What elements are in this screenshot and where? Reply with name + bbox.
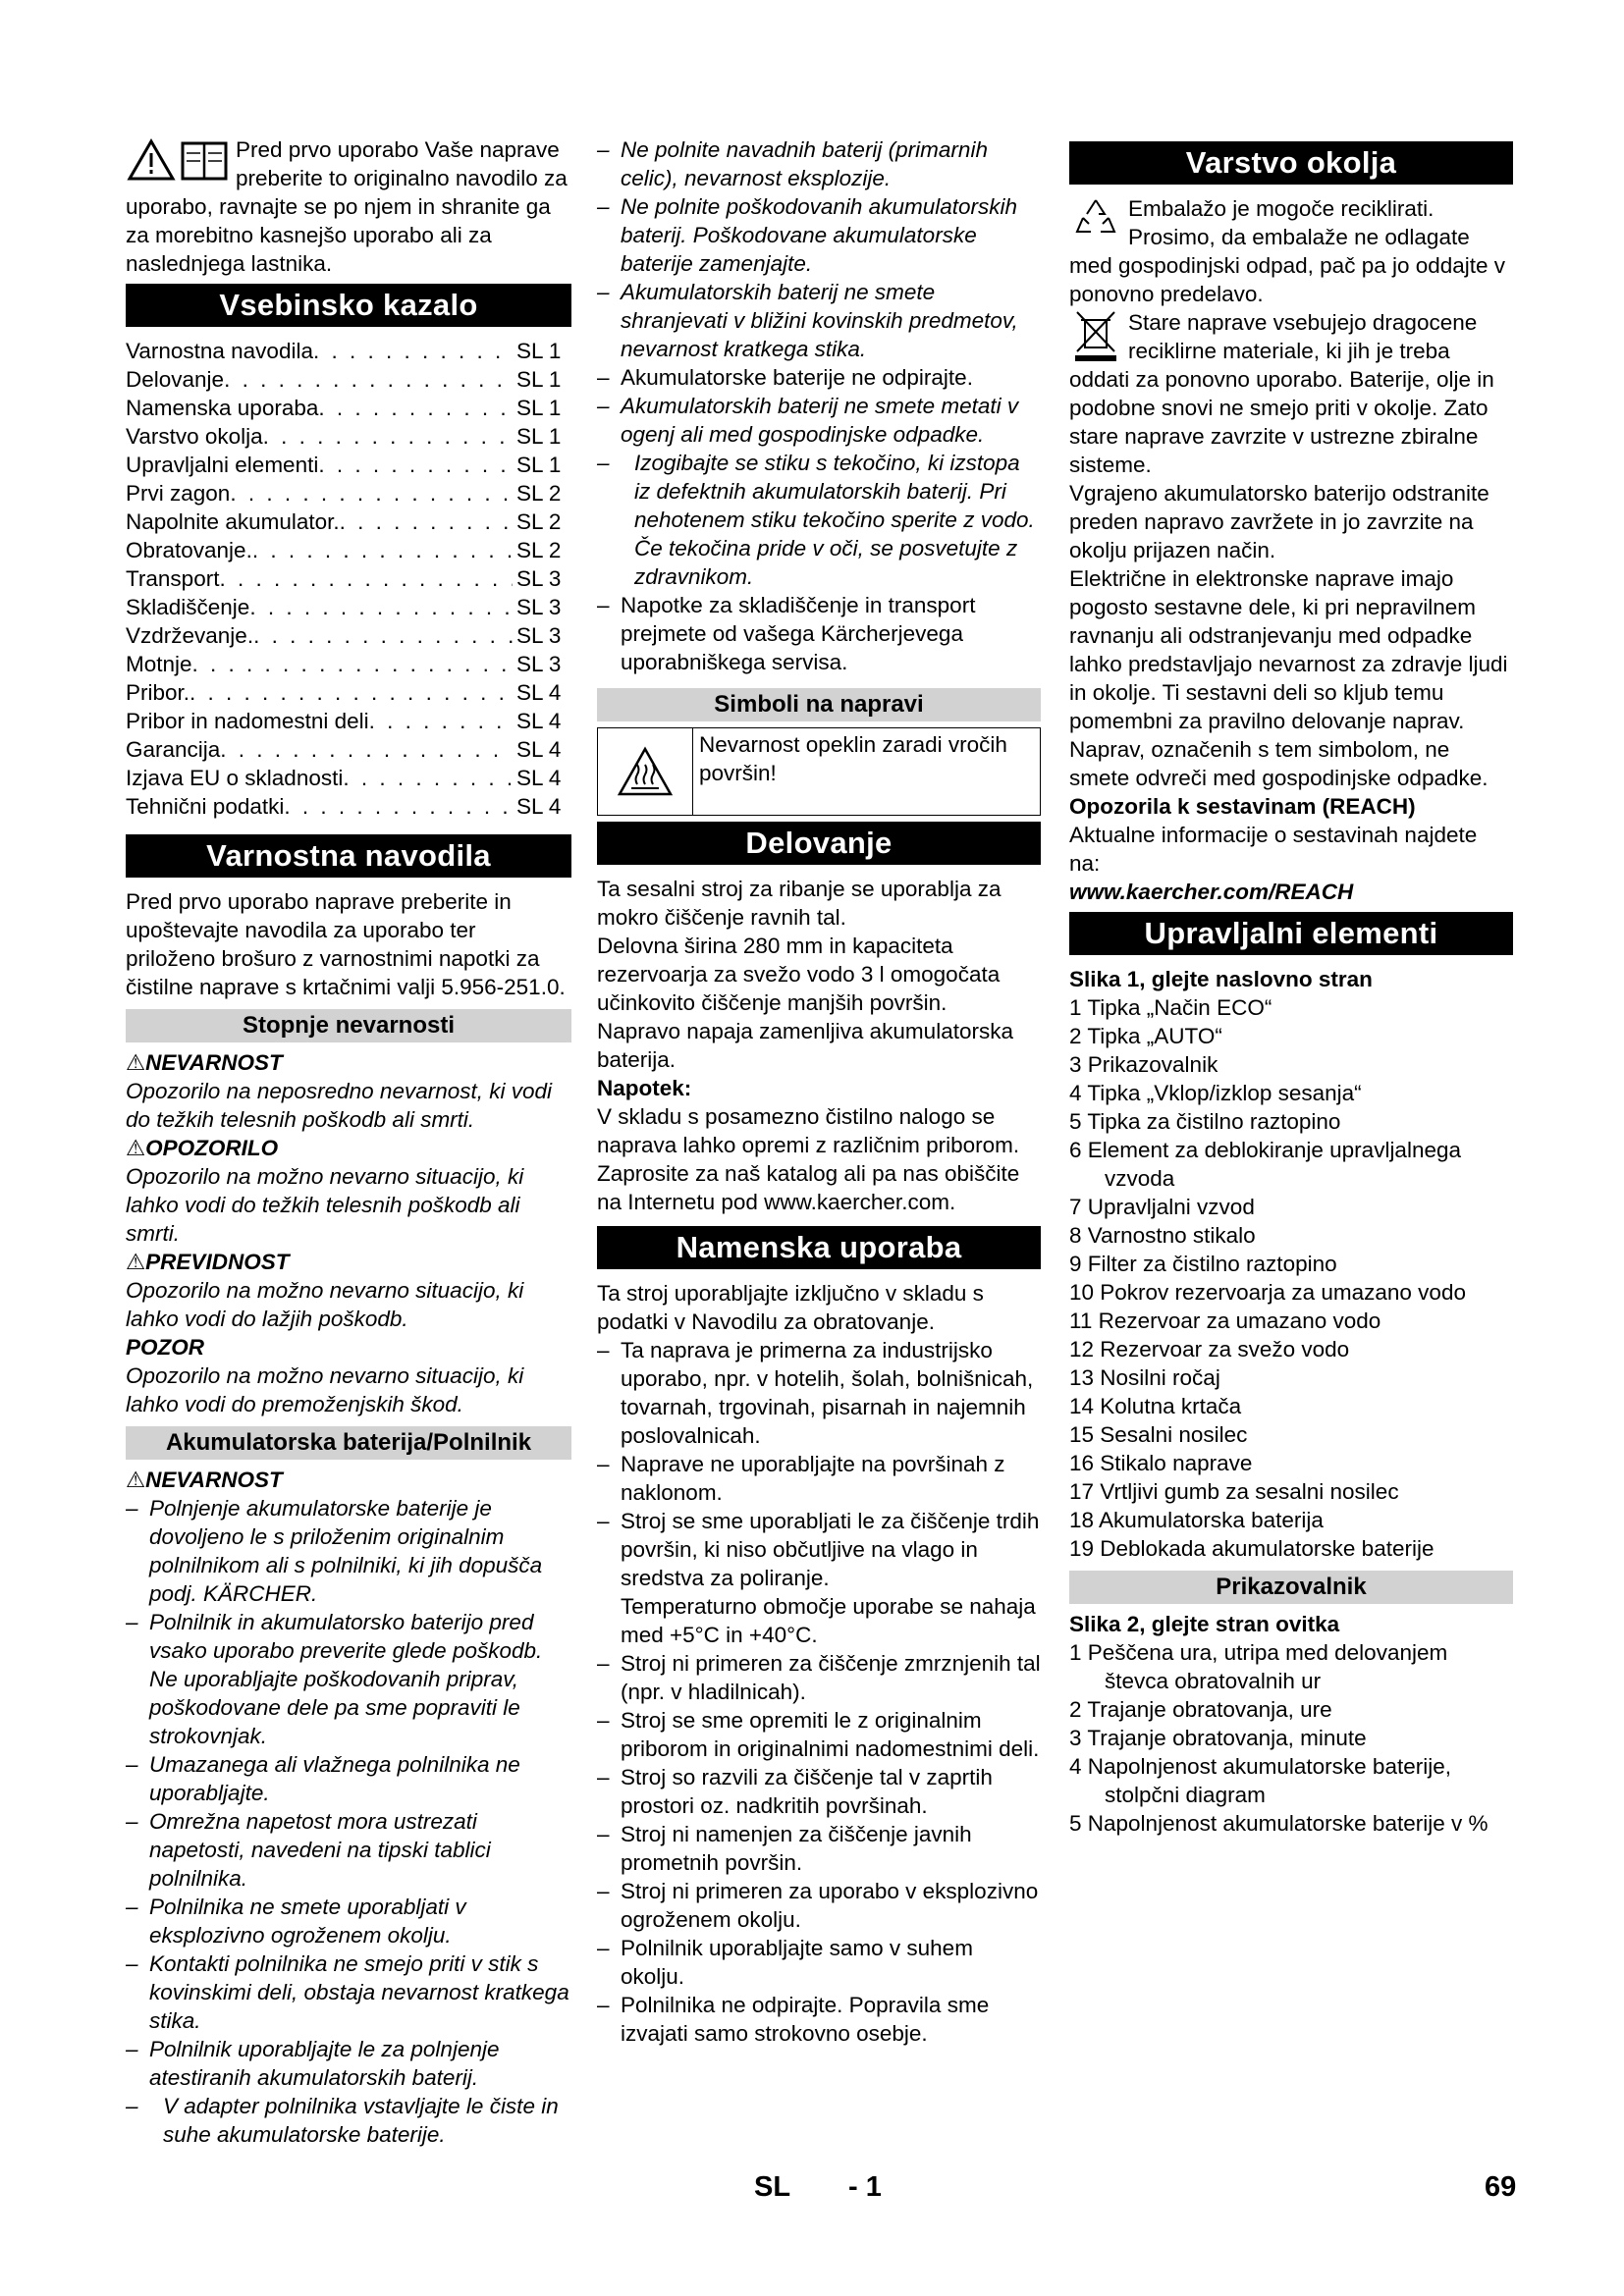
safety-text: Pred prvo uporabo naprave preberite in upoštevajte navodila za uporabo ter priloženo brošuro z varnostnimi napotki za čistilne naprave s krtačnimi valji 5.956-251.0. bbox=[126, 889, 566, 999]
list-item-text: Akumulatorskih baterij ne smete metati v ogenj ali med gospodinjske odpadke. bbox=[621, 394, 1019, 447]
toc-row[interactable] bbox=[126, 422, 571, 451]
item-number: 5 bbox=[1069, 1811, 1088, 1836]
numbered-item bbox=[1069, 1250, 1513, 1278]
controls-list bbox=[1069, 993, 1513, 1563]
numbered-item bbox=[1069, 1638, 1513, 1695]
toc-row[interactable] bbox=[126, 764, 571, 792]
toc-row[interactable] bbox=[126, 707, 571, 735]
toc-title: Skladiščenje bbox=[126, 595, 250, 619]
list-item-text: Polnilnik in akumulatorsko baterijo pred vsako uporabo preverite glede poškodb. Ne uporabljajte poškodovanih priprav, poškodovane dele pa sme popraviti le strokovnjak. bbox=[149, 1610, 543, 1748]
toc-leader bbox=[224, 365, 513, 394]
danger-level-label: POZOR bbox=[126, 1335, 205, 1360]
symbols-heading: Simboli na napravi bbox=[597, 688, 1041, 721]
toc-title: Prvi zagon bbox=[126, 481, 231, 506]
danger-levels-heading: Stopnje nevarnosti bbox=[126, 1009, 571, 1042]
list-item-text: Napotke za skladiščenje in transport prejmete od vašega Kärcherjevega uporabniškega servisa. bbox=[621, 593, 976, 674]
toc-page: SL 4 bbox=[516, 709, 562, 733]
toc-page: SL 2 bbox=[516, 509, 562, 534]
toc-leader bbox=[219, 564, 513, 593]
intro-icons bbox=[126, 135, 232, 192]
item-text: Peščena ura, utripa med delovanjem števca obratovalnih ur bbox=[1087, 1640, 1448, 1693]
column-1 bbox=[126, 135, 571, 2149]
toc-row[interactable] bbox=[126, 621, 571, 650]
list-item bbox=[597, 1649, 1041, 1706]
item-number: 5 bbox=[1069, 1109, 1088, 1134]
item-number: 10 bbox=[1069, 1280, 1101, 1305]
column-3 bbox=[1069, 135, 1513, 1838]
hot-surface-icon bbox=[616, 745, 675, 798]
list-item-text: Stroj ni namenjen za čiščenje javnih prometnih površin. bbox=[621, 1822, 972, 1875]
numbered-item bbox=[1069, 1107, 1513, 1136]
toc-page: SL 3 bbox=[516, 652, 562, 676]
item-text: Stikalo naprave bbox=[1100, 1451, 1253, 1475]
numbered-item bbox=[1069, 1752, 1513, 1809]
item-text: Nosilni ročaj bbox=[1100, 1365, 1220, 1390]
item-number: 18 bbox=[1069, 1508, 1100, 1532]
recycle-icon bbox=[1069, 194, 1122, 241]
function-paragraph: Delovna širina 280 mm in kapaciteta rezervoarja za svežo vodo 3 l omogočata učinkovito čiščenje manjših površin. bbox=[597, 934, 1001, 1015]
numbered-item bbox=[1069, 1534, 1513, 1563]
list-item-text: Stroj ni primeren za uporabo v eksplozivno ogroženem okolju. bbox=[621, 1879, 1039, 1932]
dash-marker: – bbox=[597, 451, 610, 475]
toc-title: Varnostna navodila bbox=[126, 339, 313, 363]
list-item-text: Polnilnika ne odpirajte. Popravila sme izvajati samo strokovno osebje. bbox=[621, 1993, 990, 2046]
toc-title: Pribor in nadomestni deli bbox=[126, 709, 369, 733]
use-list bbox=[597, 1336, 1041, 2048]
dash-marker: – bbox=[597, 1708, 610, 1733]
list-item bbox=[597, 135, 1041, 192]
numbered-item bbox=[1069, 1477, 1513, 1506]
item-number: 12 bbox=[1069, 1337, 1101, 1362]
numbered-item bbox=[1069, 1278, 1513, 1307]
use-intro: Ta stroj uporabljajte izključno v skladu s podatki v Navodilu za obratovanje. bbox=[597, 1281, 984, 1334]
item-text: Napolnjenost akumulatorske baterije v % bbox=[1087, 1811, 1489, 1836]
battery-heading: Akumulatorska baterija/Polnilnik bbox=[126, 1426, 571, 1460]
toc-page: SL 1 bbox=[516, 396, 562, 420]
dash-marker: – bbox=[597, 1822, 610, 1846]
intro-block bbox=[126, 135, 571, 278]
toc-row[interactable] bbox=[126, 479, 571, 507]
toc-page: SL 4 bbox=[516, 766, 562, 790]
toc-row[interactable] bbox=[126, 735, 571, 764]
dash-marker: – bbox=[597, 1651, 610, 1676]
toc-leader bbox=[253, 621, 513, 650]
table-of-contents bbox=[126, 337, 571, 821]
item-number: 11 bbox=[1069, 1308, 1099, 1333]
toc-leader bbox=[318, 451, 513, 479]
list-item bbox=[597, 1507, 1041, 1592]
toc-title: Izjava EU o skladnosti bbox=[126, 766, 344, 790]
list-item bbox=[597, 1336, 1041, 1450]
list-item bbox=[126, 1750, 571, 1807]
toc-page: SL 3 bbox=[516, 623, 562, 648]
item-number: 9 bbox=[1069, 1252, 1088, 1276]
dash-marker: – bbox=[597, 1879, 610, 1903]
toc-title: Garancija bbox=[126, 737, 221, 762]
toc-row[interactable] bbox=[126, 678, 571, 707]
list-item-text: Omrežna napetost mora ustrezati napetosti, navedeni na tipski tablici polnilnika. bbox=[149, 1809, 491, 1891]
symbol-text: Nevarnost opeklin zaradi vročih površin! bbox=[699, 732, 1007, 785]
item-number: 15 bbox=[1069, 1422, 1101, 1447]
controls-heading: Upravljalni elementi bbox=[1069, 912, 1513, 955]
dash-marker: – bbox=[126, 2037, 138, 2061]
toc-title: Tehnični podatki bbox=[126, 794, 285, 819]
env-text-3: Vgrajeno akumulatorsko baterijo odstranite preden napravo zavržete in jo zavrzite na okolju prijazen način. bbox=[1069, 481, 1489, 562]
item-number: 3 bbox=[1069, 1052, 1088, 1077]
dash-marker: – bbox=[126, 1809, 138, 1834]
function-heading: Delovanje bbox=[597, 822, 1041, 865]
dash-marker: – bbox=[597, 394, 610, 418]
function-paragraphs bbox=[597, 875, 1041, 1074]
numbered-item bbox=[1069, 1809, 1513, 1838]
dash-marker: – bbox=[126, 1951, 138, 1976]
toc-leader bbox=[284, 792, 513, 821]
toc-page: SL 3 bbox=[516, 595, 562, 619]
toc-title: Transport bbox=[126, 566, 220, 591]
list-item bbox=[126, 1494, 571, 1608]
note-text: V skladu s posamezno čistilno nalogo se naprava lahko opremi z različnim priborom. Zaprosite za naš katalog ali pa nas obiščite na Internetu pod www.kaercher.com. bbox=[597, 1104, 1020, 1214]
toc-leader bbox=[192, 650, 513, 678]
list-item bbox=[126, 1893, 571, 1949]
toc-title: Varstvo okolja bbox=[126, 424, 263, 449]
danger-level-label: ⚠NEVARNOST bbox=[126, 1050, 283, 1075]
danger-levels bbox=[126, 1048, 571, 1418]
dash-marker: – bbox=[597, 137, 610, 162]
numbered-item bbox=[1069, 1079, 1513, 1107]
toc-page: SL 2 bbox=[516, 481, 562, 506]
dash-marker: – bbox=[597, 1936, 610, 1960]
list-item-text: Ne polnite poškodovanih akumulatorskih baterij. Poškodovane akumulatorske baterije zamenjajte. bbox=[621, 194, 1017, 276]
list-item-text: Akumulatorskih baterij ne smete shranjevati v bližini kovinskih predmetov, nevarnost kratkega stika. bbox=[621, 280, 1018, 361]
list-item bbox=[126, 2092, 571, 2149]
numbered-item bbox=[1069, 1363, 1513, 1392]
env-recycle-block bbox=[1069, 194, 1513, 308]
symbol-table bbox=[597, 727, 1041, 816]
reach-heading: Opozorila k sestavinam (REACH) bbox=[1069, 794, 1416, 819]
list-item-text: Stroj ni primeren za čiščenje zmrznjenih tal (npr. v hladilnicah). bbox=[621, 1651, 1041, 1704]
item-text: Element za deblokiranje upravljalnega vzvoda bbox=[1087, 1138, 1462, 1191]
env-text-1: Embalažo je mogoče reciklirati. Prosimo, da embalaže ne odlagate med gospodinjski odpad, pač pa jo oddajte v ponovno predelavo. bbox=[1069, 196, 1506, 306]
dash-marker: – bbox=[126, 2094, 138, 2118]
item-number: 2 bbox=[1069, 1024, 1088, 1048]
list-item-text: Akumulatorske baterije ne odpirajte. bbox=[621, 365, 973, 390]
fig1-label: Slika 1, glejte naslovno stran bbox=[1069, 967, 1373, 991]
item-number: 7 bbox=[1069, 1195, 1088, 1219]
toc-title: Obratovanje. bbox=[126, 538, 252, 562]
item-text: Trajanje obratovanja, minute bbox=[1087, 1726, 1367, 1750]
list-item-text: Naprave ne uporabljajte na površinah z naklonom. bbox=[621, 1452, 1005, 1505]
toc-leader bbox=[263, 422, 513, 451]
item-text: Napolnjenost akumulatorske baterije, stolpčni diagram bbox=[1087, 1754, 1451, 1807]
dash-marker: – bbox=[597, 1509, 610, 1533]
list-item bbox=[597, 278, 1041, 363]
use-temperature: Temperaturno območje uporabe se nahaja med +5°C in +40°C. bbox=[621, 1594, 1036, 1647]
item-number: 1 bbox=[1069, 1640, 1088, 1665]
item-text: Filter za čistilno raztopino bbox=[1087, 1252, 1337, 1276]
toc-title: Upravljalni elementi bbox=[126, 453, 319, 477]
item-number: 1 bbox=[1069, 995, 1088, 1020]
list-item-text: Stroj se sme uporabljati le za čiščenje trdih površin, ki niso občutljive na vlago in sredstva za poliranje. bbox=[621, 1509, 1040, 1590]
dash-marker: – bbox=[126, 1610, 138, 1634]
env-text-4: Električne in elektronske naprave imajo pogosto sestavne dele, ki pri nepravilnem ravnanju ali odstranjevanju med odpadke lahko predstavljajo nevarnost za zdravje ljudi in okolje. Ti sestavni deli so kljub temu pomembni za pravilno delovanje naprav. Naprav, označenih s tem simbolom, ne smete odvreči med gospodinjske odpadke. bbox=[1069, 566, 1508, 790]
item-text: Tipka „Način ECO“ bbox=[1087, 995, 1272, 1020]
item-text: Sesalni nosilec bbox=[1100, 1422, 1248, 1447]
toc-page: SL 1 bbox=[516, 339, 562, 363]
numbered-item bbox=[1069, 1050, 1513, 1079]
item-text: Rezervoar za svežo vodo bbox=[1100, 1337, 1350, 1362]
danger-level-label: ⚠PREVIDNOST bbox=[126, 1250, 290, 1274]
item-text: Rezervoar za umazano vodo bbox=[1098, 1308, 1381, 1333]
display-list bbox=[1069, 1638, 1513, 1838]
item-text: Kolutna krtača bbox=[1100, 1394, 1242, 1418]
toc-leader bbox=[340, 507, 513, 536]
item-number: 8 bbox=[1069, 1223, 1088, 1248]
toc-leader bbox=[249, 593, 513, 621]
numbered-item bbox=[1069, 1022, 1513, 1050]
item-text: Trajanje obratovanja, ure bbox=[1087, 1697, 1332, 1722]
env-text-2: Stare naprave vsebujejo dragocene reciklirne materiale, ki jih je treba oddati za ponovno uporabo. Baterije, olje in podobne snovi ne smejo priti v okolje. Zato stare naprave zavrzite v ustrezne zbiralne sisteme. bbox=[1069, 310, 1494, 477]
display-heading: Prikazovalnik bbox=[1069, 1571, 1513, 1604]
danger-level-text: Opozorilo na neposredno nevarnost, ki vodi do težkih telesnih poškodb ali smrti. bbox=[126, 1079, 553, 1132]
dash-marker: – bbox=[597, 365, 610, 390]
toc-title: Pribor. bbox=[126, 680, 190, 705]
item-text: Vrtljivi gumb za sesalni nosilec bbox=[1100, 1479, 1399, 1504]
toc-row[interactable] bbox=[126, 394, 571, 422]
toc-row[interactable] bbox=[126, 507, 571, 536]
list-item bbox=[597, 392, 1041, 449]
toc-heading: Vsebinsko kazalo bbox=[126, 284, 571, 327]
toc-title: Delovanje bbox=[126, 367, 225, 392]
numbered-item bbox=[1069, 1136, 1513, 1193]
numbered-item bbox=[1069, 1724, 1513, 1752]
list-item-text: Polnilnik uporabljajte samo v suhem okolju. bbox=[621, 1936, 973, 1989]
list-item bbox=[597, 363, 1041, 392]
battery-list-1 bbox=[126, 1494, 571, 2149]
numbered-item bbox=[1069, 1420, 1513, 1449]
toc-leader bbox=[343, 764, 513, 792]
toc-page: SL 3 bbox=[516, 566, 562, 591]
toc-page: SL 4 bbox=[516, 737, 562, 762]
safety-heading: Varnostna navodila bbox=[126, 834, 571, 878]
toc-leader bbox=[230, 479, 513, 507]
toc-leader bbox=[252, 536, 513, 564]
list-item bbox=[597, 1763, 1041, 1820]
reach-text: Aktualne informacije o sestavinah najdete na: bbox=[1069, 823, 1478, 876]
numbered-item bbox=[1069, 1695, 1513, 1724]
intro-text: Pred prvo uporabo Vaše naprave preberite to originalno navodilo za uporabo, ravnajte se po njem in shranite ga za morebitno kasnejšo uporabo ali za naslednjega lastnika. bbox=[126, 137, 568, 276]
item-text: Varnostno stikalo bbox=[1087, 1223, 1256, 1248]
list-item-text: Izogibajte se stiku s tekočino, ki izstopa iz defektnih akumulatorskih baterij. Pri nehotenem stiku tekočino sperite z vodo. Če tekočina pride v oči, se posvetujte z zdravnikom. bbox=[634, 451, 1035, 589]
toc-page: SL 2 bbox=[516, 538, 562, 562]
list-item bbox=[126, 1608, 571, 1750]
dash-marker: – bbox=[597, 194, 610, 219]
item-number: 4 bbox=[1069, 1754, 1088, 1779]
toc-page: SL 1 bbox=[516, 453, 562, 477]
item-number: 6 bbox=[1069, 1138, 1088, 1162]
item-number: 3 bbox=[1069, 1726, 1088, 1750]
list-item-text: Polnilnika ne smete uporabljati v eksplozivno ogroženem okolju. bbox=[149, 1895, 466, 1948]
list-item-text: Polnjenje akumulatorske baterije je dovoljeno le s priloženim originalnim polnilnikom ali s polnilniki, ki jih dopušča podj. KÄRCHER. bbox=[149, 1496, 543, 1606]
dash-marker: – bbox=[597, 280, 610, 304]
danger-level-text: Opozorilo na možno nevarno situacijo, ki lahko vodi do lažjih poškodb. bbox=[126, 1278, 524, 1331]
list-item bbox=[597, 1450, 1041, 1507]
item-text: Tipka „Vklop/izklop sesanja“ bbox=[1087, 1081, 1362, 1105]
list-item bbox=[126, 1807, 571, 1893]
function-paragraph: Napravo napaja zamenljiva akumulatorska baterija. bbox=[597, 1019, 1013, 1072]
battery-danger-label: ⚠NEVARNOST bbox=[126, 1468, 283, 1492]
toc-title: Motnje bbox=[126, 652, 192, 676]
toc-row[interactable] bbox=[126, 564, 571, 593]
toc-page: SL 1 bbox=[516, 424, 562, 449]
item-number: 16 bbox=[1069, 1451, 1101, 1475]
footer-page: 69 bbox=[1485, 2171, 1517, 2203]
list-item-text: Kontakti polnilnika ne smejo priti v stik s kovinskimi deli, obstaja nevarnost kratkega stika. bbox=[149, 1951, 569, 2033]
item-number: 17 bbox=[1069, 1479, 1101, 1504]
list-item-text: V adapter polnilnika vstavljajte le čiste in suhe akumulatorske baterije. bbox=[163, 2094, 559, 2147]
item-text: Tipka „AUTO“ bbox=[1087, 1024, 1222, 1048]
crossed-bin-icon bbox=[1069, 308, 1122, 363]
list-item bbox=[597, 449, 1041, 591]
item-text: Tipka za čistilno raztopino bbox=[1087, 1109, 1341, 1134]
toc-leader bbox=[220, 735, 513, 764]
item-text: Prikazovalnik bbox=[1087, 1052, 1218, 1077]
list-item bbox=[597, 1991, 1041, 2048]
toc-leader bbox=[318, 394, 513, 422]
list-item-text: Umazanega ali vlažnega polnilnika ne uporabljajte. bbox=[149, 1752, 520, 1805]
list-item-text: Ne polnite navadnih baterij (primarnih celic), nevarnost eksplozije. bbox=[621, 137, 988, 190]
list-item bbox=[597, 1877, 1041, 1934]
toc-leader bbox=[369, 707, 513, 735]
list-item-text: Ta naprava je primerna za industrijsko uporabo, npr. v hotelih, šolah, bolnišnicah, tovarnah, trgovinah, pisarnah in najemnih poslovalnicah. bbox=[621, 1338, 1034, 1448]
dash-marker: – bbox=[597, 593, 610, 617]
list-item bbox=[597, 1934, 1041, 1991]
list-item-text: Stroj so razvili za čiščenje tal v zaprtih prostori oz. nadkritih površinah. bbox=[621, 1765, 993, 1818]
item-number: 19 bbox=[1069, 1536, 1101, 1561]
env-weee-block bbox=[1069, 308, 1513, 479]
list-item bbox=[126, 1949, 571, 2035]
dash-marker: – bbox=[597, 1993, 610, 2017]
fig2-label: Slika 2, glejte stran ovitka bbox=[1069, 1612, 1340, 1636]
warning-manual-icon bbox=[126, 135, 232, 192]
footer-section: - 1 bbox=[848, 2171, 882, 2203]
numbered-item bbox=[1069, 1335, 1513, 1363]
toc-title: Namenska uporaba bbox=[126, 396, 319, 420]
item-number: 13 bbox=[1069, 1365, 1101, 1390]
toc-page: SL 4 bbox=[516, 794, 562, 819]
item-text: Upravljalni vzvod bbox=[1087, 1195, 1255, 1219]
note-label: Napotek: bbox=[597, 1076, 692, 1100]
dash-marker: – bbox=[126, 1496, 138, 1521]
item-text: Deblokada akumulatorske baterije bbox=[1100, 1536, 1435, 1561]
dash-marker: – bbox=[597, 1452, 610, 1476]
dash-marker: – bbox=[597, 1338, 610, 1362]
dash-marker: – bbox=[597, 1765, 610, 1789]
toc-row[interactable] bbox=[126, 593, 571, 621]
dash-marker: – bbox=[126, 1752, 138, 1777]
footer-lang: SL bbox=[754, 2171, 791, 2203]
danger-level-text: Opozorilo na možno nevarno situacijo, ki lahko vodi do težkih telesnih poškodb ali smrti. bbox=[126, 1164, 524, 1246]
numbered-item bbox=[1069, 1392, 1513, 1420]
toc-page: SL 1 bbox=[516, 367, 562, 392]
numbered-item bbox=[1069, 1506, 1513, 1534]
numbered-item bbox=[1069, 1449, 1513, 1477]
toc-title: Napolnite akumulator. bbox=[126, 509, 340, 534]
danger-level-label: ⚠OPOZORILO bbox=[126, 1136, 279, 1160]
list-item-text: Stroj se sme opremiti le z originalnim priborom in originalnimi nadomestnimi deli. bbox=[621, 1708, 1040, 1761]
use-heading: Namenska uporaba bbox=[597, 1226, 1041, 1269]
toc-page: SL 4 bbox=[516, 680, 562, 705]
list-item bbox=[126, 2035, 571, 2092]
numbered-item bbox=[1069, 1221, 1513, 1250]
function-paragraph: Ta sesalni stroj za ribanje se uporablja za mokro čiščenje ravnih tal. bbox=[597, 877, 1001, 930]
toc-leader bbox=[189, 678, 513, 707]
toc-title: Vzdrževanje. bbox=[126, 623, 254, 648]
list-item bbox=[597, 1706, 1041, 1763]
toc-leader bbox=[313, 337, 513, 365]
danger-level-text: Opozorilo na možno nevarno situacijo, ki lahko vodi do premoženjskih škod. bbox=[126, 1363, 524, 1416]
dash-marker: – bbox=[126, 1895, 138, 1919]
item-number: 14 bbox=[1069, 1394, 1101, 1418]
list-item bbox=[597, 1820, 1041, 1877]
env-heading: Varstvo okolja bbox=[1069, 141, 1513, 185]
toc-row[interactable] bbox=[126, 792, 571, 821]
numbered-item bbox=[1069, 1307, 1513, 1335]
toc-row[interactable] bbox=[126, 536, 571, 564]
reach-url[interactable]: www.kaercher.com/REACH bbox=[1069, 880, 1354, 904]
hot-surface-icon-cell bbox=[598, 728, 693, 815]
battery-list-2 bbox=[597, 135, 1041, 676]
toc-row[interactable] bbox=[126, 365, 571, 394]
numbered-item bbox=[1069, 1193, 1513, 1221]
item-text: Akumulatorska baterija bbox=[1099, 1508, 1324, 1532]
list-item bbox=[597, 591, 1041, 676]
item-number: 4 bbox=[1069, 1081, 1088, 1105]
list-item bbox=[597, 192, 1041, 278]
item-text: Pokrov rezervoarja za umazano vodo bbox=[1100, 1280, 1466, 1305]
toc-row[interactable] bbox=[126, 451, 571, 479]
column-2 bbox=[597, 135, 1041, 2048]
toc-row[interactable] bbox=[126, 650, 571, 678]
numbered-item bbox=[1069, 993, 1513, 1022]
list-item-text: Polnilnik uporabljajte le za polnjenje atestiranih akumulatorskih baterij. bbox=[149, 2037, 500, 2090]
toc-row[interactable] bbox=[126, 337, 571, 365]
item-number: 2 bbox=[1069, 1697, 1088, 1722]
